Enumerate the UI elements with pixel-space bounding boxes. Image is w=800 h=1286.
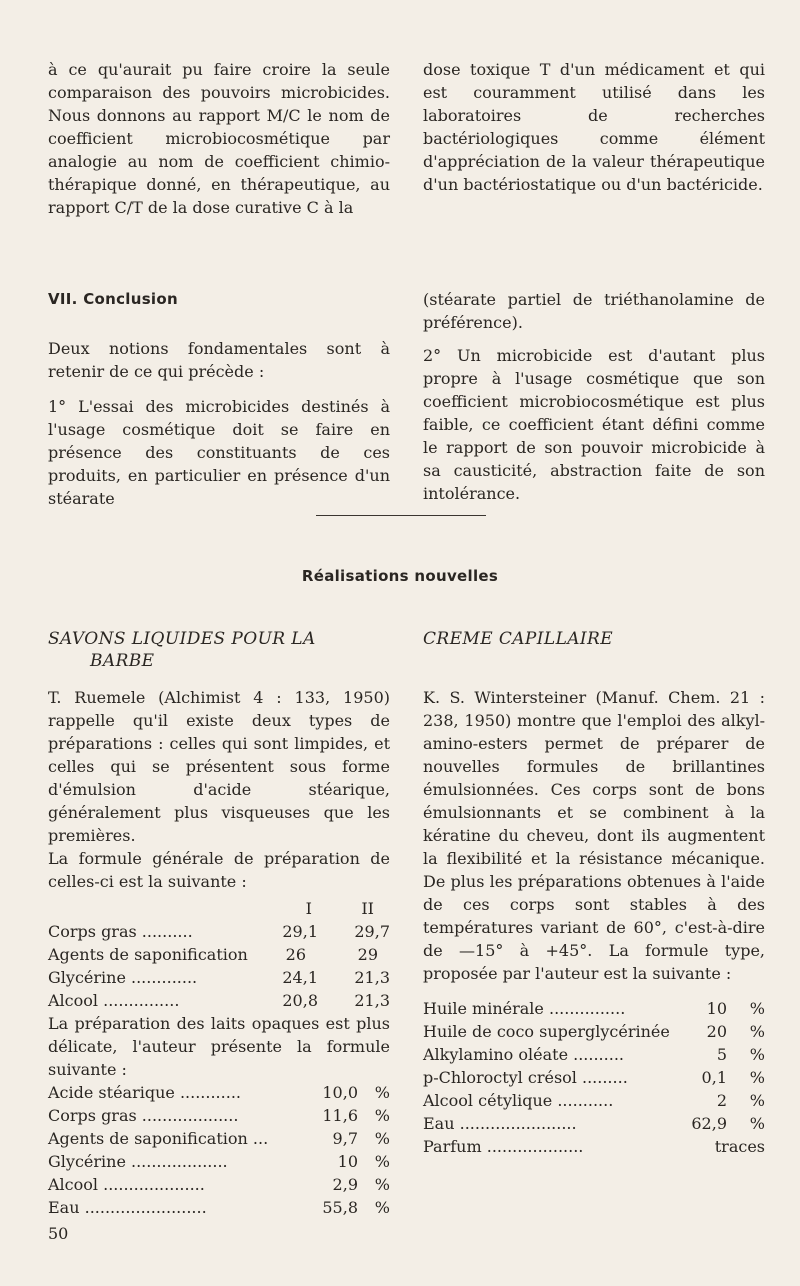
- leader-dots: ..........: [573, 1045, 624, 1064]
- row-value: 9,7: [332, 1129, 358, 1148]
- table-row: [423, 1089, 765, 1112]
- page-number: 50: [48, 1224, 69, 1243]
- value-2: 29,7: [354, 922, 390, 941]
- savons-section: [48, 628, 390, 1219]
- value-1: 26: [285, 945, 306, 964]
- row-name: Parfum: [423, 1137, 482, 1156]
- value-1: 20,8: [282, 991, 318, 1010]
- row-value: 62,9: [691, 1114, 727, 1133]
- row-value: 10: [337, 1152, 358, 1171]
- row-name: Huile de coco superglycérinée: [423, 1022, 670, 1041]
- leader-dots: .......................: [459, 1114, 577, 1133]
- leader-dots: ..........: [141, 922, 193, 941]
- conclusion-heading: VII. Conclusion: [48, 290, 178, 308]
- row-name: Corps gras: [48, 922, 137, 941]
- leader-dots: ...................: [131, 1152, 228, 1171]
- table-row: [423, 1020, 765, 1043]
- creme-intro: K. S. Wintersteiner (Manuf. Chem. 21 : 238, 1950) montre que l'emploi des alkyl-amino-esters permet de préparer de nouvelles formules de brillantines émulsionnées. Ces corps sont de bons émulsionnants et se combinent à la kératine du cheveu, dont ils augmentent la flexibilité et la résistance mécanique. De plus les préparations obtenues à l'aide de ces corps sont stables à des températures variant de 60°, c'est-à-dire de —15° à +45°. La formule type, proposée par l'auteur est la suivante :: [423, 688, 765, 983]
- row-value: 2: [716, 1091, 727, 1110]
- savons-laits-intro: La préparation des laits opaques est plus délicate, l'auteur présente la formule suivante :: [48, 1014, 390, 1079]
- table-row: [423, 1135, 765, 1158]
- row-name: Glycérine: [48, 968, 126, 987]
- leader-dots: .........: [582, 1068, 628, 1087]
- row-value: 55,8: [322, 1198, 358, 1217]
- row-unit: %: [374, 1152, 390, 1171]
- row-value: 20: [706, 1022, 727, 1041]
- col-header-1: I: [305, 899, 312, 918]
- row-value: 11,6: [322, 1106, 358, 1125]
- right-top-paragraph: dose toxique T d'un médicament et qui est couramment utilisé dans les laboratoires de recherches bactériologiques comme élément d'appréciation de la valeur thérapeutique d'un bactériostatique ou d'un bactéricide.: [423, 60, 765, 194]
- row-unit: %: [749, 999, 765, 1018]
- savons-table2: [48, 1081, 390, 1219]
- conclusion-right: [423, 288, 765, 505]
- conclusion-p1: Deux notions fondamentales sont à retenir de ce qui précède :: [48, 339, 390, 381]
- creme-title: CREME CAPILLAIRE: [423, 629, 614, 649]
- row-unit: %: [374, 1083, 390, 1102]
- table-row: [423, 997, 765, 1020]
- creme-section: [423, 628, 765, 1158]
- row-name: Glycérine: [48, 1152, 126, 1171]
- savons-table1: [48, 897, 390, 1012]
- table1-header: [48, 897, 390, 920]
- leader-dots: ...............: [548, 999, 626, 1018]
- row-name: Acide stéarique: [48, 1083, 175, 1102]
- row-value: 0,1: [701, 1068, 727, 1087]
- row-name: Alkylamino oléate: [423, 1045, 569, 1064]
- leader-dots: ........................: [84, 1198, 207, 1217]
- leader-dots: ...............: [103, 991, 180, 1010]
- value-1: 29,1: [282, 922, 318, 941]
- table-row: [48, 1127, 390, 1150]
- row-value: 10,0: [322, 1083, 358, 1102]
- row-unit: %: [374, 1129, 390, 1148]
- row-value: 5: [716, 1045, 727, 1064]
- row-name: Alcool cétylique: [423, 1091, 553, 1110]
- row-name: Eau: [423, 1114, 455, 1133]
- savons-title-line2: BARBE: [90, 651, 155, 671]
- creme-table: [423, 997, 765, 1158]
- row-value: traces: [714, 1137, 765, 1156]
- row-name: Alcool: [48, 991, 99, 1010]
- row-name: p-Chloroctyl crésol: [423, 1068, 577, 1087]
- value-2: 29: [357, 945, 378, 964]
- row-name: Alcool: [48, 1175, 99, 1194]
- row-unit: %: [749, 1091, 765, 1110]
- row-unit: %: [749, 1045, 765, 1064]
- row-name: Agents de saponification: [48, 945, 248, 964]
- row-name: Eau: [48, 1198, 80, 1217]
- right-top-column: [423, 58, 765, 196]
- table-row: [423, 1112, 765, 1135]
- value-2: 21,3: [354, 991, 390, 1010]
- savons-title-line1: SAVONS LIQUIDES POUR LA: [48, 629, 316, 649]
- table-row: [48, 966, 390, 989]
- leader-dots: .............: [131, 968, 198, 987]
- row-name: Agents de saponification: [48, 1129, 248, 1148]
- conclusion-p2: 1° L'essai des microbicides destinés à l'usage cosmétique doit se faire en présence des constituants de ces produits, en particulier en présence d'un stéarate: [48, 397, 390, 508]
- conclusion-p3: (stéarate partiel de triéthanolamine de préférence).: [423, 290, 765, 332]
- table-row: [423, 1043, 765, 1066]
- row-unit: %: [374, 1198, 390, 1217]
- value-2: 21,3: [354, 968, 390, 987]
- leader-dots: ............: [179, 1083, 241, 1102]
- table-row: [423, 1066, 765, 1089]
- leader-dots: ...: [252, 1129, 269, 1148]
- row-unit: %: [749, 1114, 765, 1133]
- table-row: [48, 943, 390, 966]
- conclusion-left: [48, 288, 390, 510]
- value-1: 24,1: [282, 968, 318, 987]
- left-top-paragraph: à ce qu'aurait pu faire croire la seule comparaison des pouvoirs microbicides. Nous donnons au rapport M/C le nom de coefficient microbiocosmétique par analogie au nom de coefficient chimio-thérapique donné, en thérapeutique, au rapport C/T de la dose curative C à la: [48, 60, 390, 217]
- table-row: [48, 989, 390, 1012]
- row-unit: %: [374, 1175, 390, 1194]
- row-value: 10: [706, 999, 727, 1018]
- left-top-column: [48, 58, 390, 219]
- realisations-title: Réalisations nouvelles: [301, 567, 499, 585]
- row-value: 2,9: [332, 1175, 358, 1194]
- leader-dots: ....................: [103, 1175, 205, 1194]
- table-row: [48, 1196, 390, 1219]
- table-row: [48, 1173, 390, 1196]
- row-name: Huile minérale: [423, 999, 544, 1018]
- row-name: Corps gras: [48, 1106, 137, 1125]
- leader-dots: ...........: [557, 1091, 614, 1110]
- savons-formula-intro: La formule générale de préparation de celles-ci est la suivante :: [48, 849, 390, 891]
- table-row: [48, 1104, 390, 1127]
- conclusion-p4: 2° Un microbicide est d'autant plus propre à l'usage cosmétique que son coefficient microbiocosmétique est plus faible, ce coefficient étant défini comme le rapport de son pouvoir microbicide à sa causticité, abstraction faite de son intolérance.: [423, 346, 765, 503]
- savons-intro: T. Ruemele (Alchimist 4 : 133, 1950) rappelle qu'il existe deux types de préparations : celles qui sont limpides, et celles qui se présentent sous forme d'émulsion d'acide stéarique, généralement plus visqueuses que les premières.: [48, 688, 390, 845]
- table-row: [48, 1150, 390, 1173]
- col-header-2: II: [361, 899, 374, 918]
- row-unit: %: [749, 1068, 765, 1087]
- table-row: [48, 1081, 390, 1104]
- section-divider: [316, 515, 486, 516]
- leader-dots: ...................: [486, 1137, 584, 1156]
- row-unit: %: [374, 1106, 390, 1125]
- table-row: [48, 920, 390, 943]
- row-unit: %: [749, 1022, 765, 1041]
- leader-dots: ...................: [141, 1106, 239, 1125]
- savons-title: [48, 628, 390, 672]
